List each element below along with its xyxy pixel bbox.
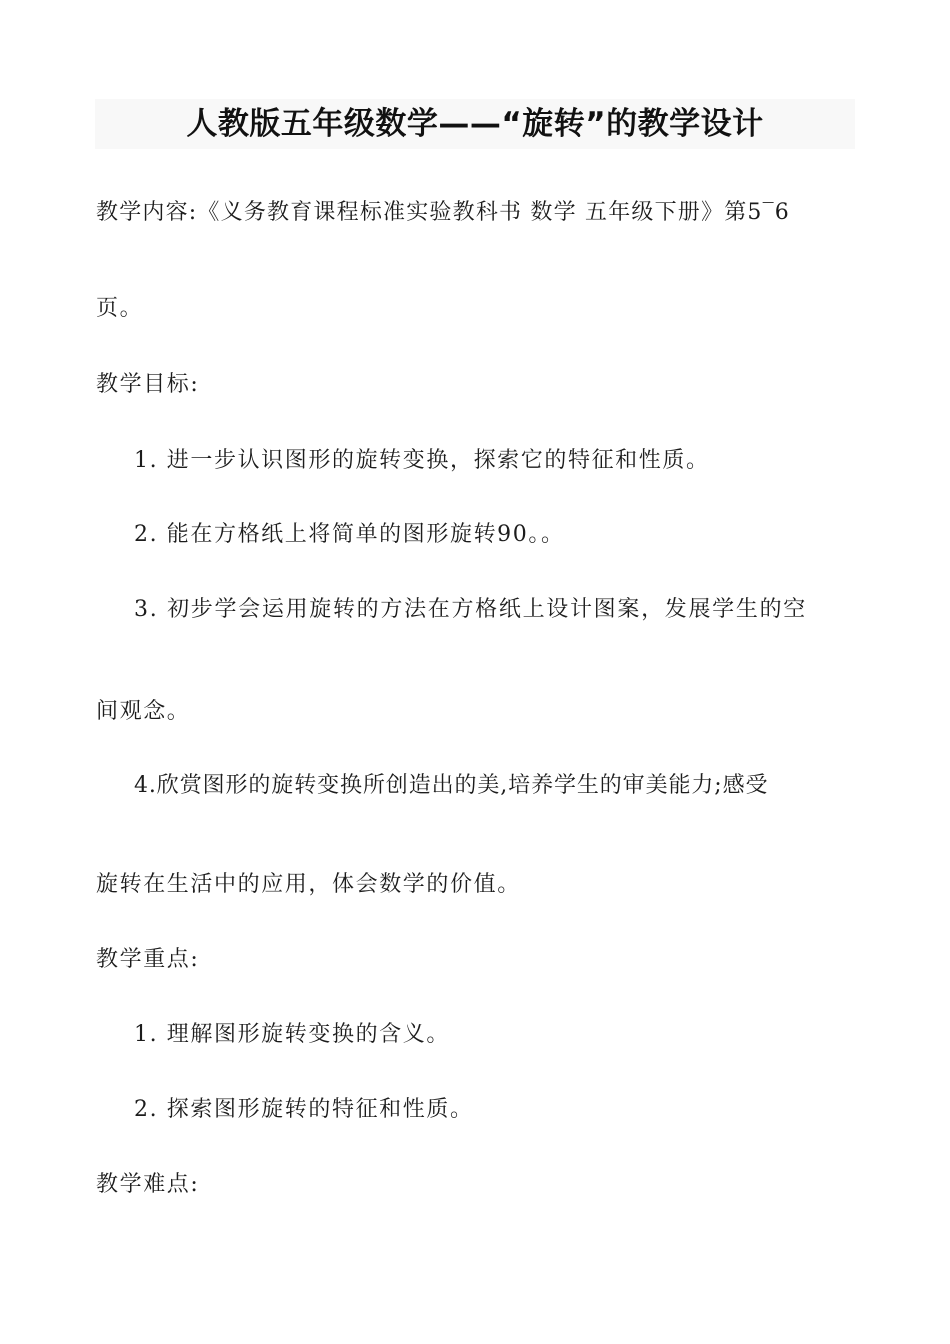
goal-item-3: 3. 初步学会运用旋转的方法在方格纸上设计图案，发展学生的空	[134, 597, 807, 622]
teaching-content-continuation: 页。	[96, 296, 144, 321]
key-point-item-2: 2. 探索图形旋转的特征和性质。	[134, 1097, 474, 1122]
goal-item-4: 4.欣赏图形的旋转变换所创造出的美,培养学生的审美能力;感受	[134, 773, 769, 798]
goals-heading: 教学目标:	[96, 372, 200, 397]
goal-item-1: 1. 进一步认识图形的旋转变换，探索它的特征和性质。	[134, 448, 710, 473]
document-title: 人教版五年级数学——“旋转”的教学设计	[186, 106, 764, 142]
goal-item-3-continuation: 间观念。	[96, 699, 191, 724]
difficulties-heading: 教学难点:	[96, 1172, 200, 1197]
key-point-item-1: 1. 理解图形旋转变换的含义。	[134, 1022, 450, 1047]
key-points-heading: 教学重点:	[96, 947, 200, 972]
goal-item-2: 2. 能在方格纸上将简单的图形旋转90。。	[134, 522, 565, 547]
teaching-content-line: 教学内容:《义务教育课程标准实验教科书 数学 五年级下册》第5‾6	[96, 200, 790, 225]
goal-item-4-continuation: 旋转在生活中的应用，体会数学的价值。	[96, 872, 521, 897]
